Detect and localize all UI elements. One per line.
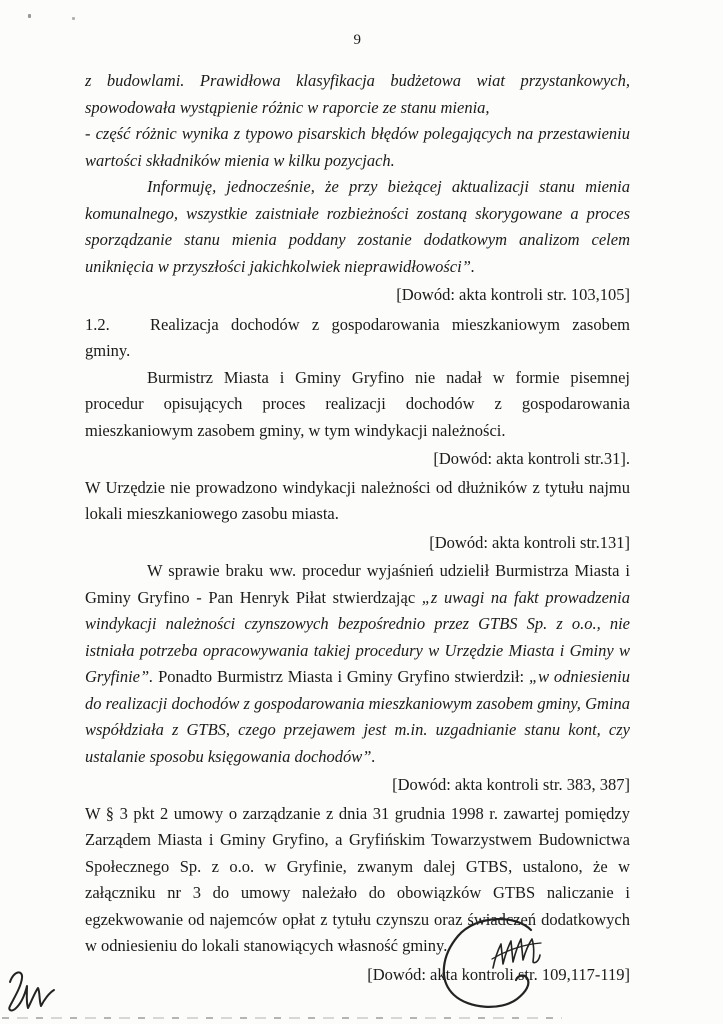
evidence-reference: [Dowód: akta kontroli str.31]. <box>433 449 630 468</box>
quoted-italic-text: „z uwagi na fakt prowadzenia windykacji należności czynszowych bezpośrednio przez GTBS Sp. z o.o., nie istniała potrzeba opracowywania takiej procedury w Urzędzie Miasta i Gminy w Gryfinie”. <box>85 587 630 686</box>
scan-artifact-line <box>2 1017 562 1019</box>
initials-paraph-icon <box>2 966 64 1018</box>
section-title: Realizacja dochodów z gospodarowania mieszkaniowym zasobem gminy. <box>85 314 630 360</box>
quoted-italic-text: Informuję, jednocześnie, że przy bieżącej aktualizacji stanu mienia komunalnego, wszystkie zaistniałe rozbieżności zostaną skorygowane a proces sporządzanie stanu mienia poddany zostanie dodatkowym analizom celem uniknięcia w przyszłości jakichkolwiek nieprawidłowości”. <box>85 177 630 276</box>
evidence-reference: [Dowód: akta kontroli str. 109,117-119] <box>367 964 630 984</box>
section-heading <box>85 312 630 365</box>
paragraph <box>85 475 630 528</box>
quoted-italic-text: z budowlami. Prawidłowa klasyfikacja budżetowa wiat przystankowych, spowodowała wystąpienie różnic w raporcie ze stanu mienia, <box>85 71 630 117</box>
body-text: W § 3 pkt 2 umowy o zarządzanie z dnia 31 grudnia 1998 r. zawartej pomiędzy Zarządem Miasta i Gminy Gryfino, a Gryfińskim Towarzystwem Budownictwa Społecznego Sp. z o.o. w Gryfinie, zwanym dalej GTBS, ustalono, że w załączniku nr 3 do umowy należało do obowiązków GTBS naliczanie i egzekwowanie od najemców opłat z tytułu czynszu oraz świadczeń dodatkowych w odniesieniu do lokali stanowiących własność gminy. <box>85 803 630 955</box>
paragraph <box>85 121 630 174</box>
content-area <box>85 68 630 990</box>
quoted-italic-text: - część różnic wynika z typowo pisarskich błędów polegających na przestawieniu wartości składników mienia w kilku pozycjach. <box>85 124 630 170</box>
body-text: W sprawie braku ww. procedur wyjaśnień udzielił Burmistrza Miasta i Gminy Gryfino - Pan Henryk Piłat stwierdzając <box>85 561 630 607</box>
body-text: W Urzędzie nie prowadzono windykacji należności od dłużników z tytułu najmu lokali mieszkaniowego zasobu miasta. <box>85 477 630 523</box>
body-text: Ponadto Burmistrz Miasta i Gminy Gryfino stwierdził: <box>153 667 529 686</box>
quoted-italic-text: „w odniesieniu do realizacji dochodów z gospodarowania mieszkaniowym zasobem gminy, Gmina współdziała z GTBS, czego przejawem jest m.in. uzgadnianie stanu kont, czy ustalanie sposobu księgowania dochodów”. <box>85 667 630 766</box>
scan-speck <box>72 17 75 20</box>
paragraph <box>85 558 630 770</box>
scan-speck <box>28 14 31 18</box>
signature-icon <box>435 914 555 1014</box>
evidence-reference: [Dowód: akta kontroli str. 383, 387] <box>392 775 630 794</box>
paragraph <box>85 68 630 121</box>
evidence-reference: [Dowód: akta kontroli str.131] <box>429 532 630 552</box>
page-number: 9 <box>353 32 362 48</box>
evidence-reference: [Dowód: akta kontroli str. 103,105] <box>396 285 630 304</box>
body-text: Burmistrz Miasta i Gminy Gryfino nie nadał w formie pisemnej procedur opisujących proces realizacji dochodów z gospodarowania mieszkaniowym zasobem gminy, w tym windykacji należności. <box>85 367 630 440</box>
paragraph <box>85 174 630 280</box>
paragraph <box>85 365 630 445</box>
section-number: 1.2. <box>85 314 110 334</box>
